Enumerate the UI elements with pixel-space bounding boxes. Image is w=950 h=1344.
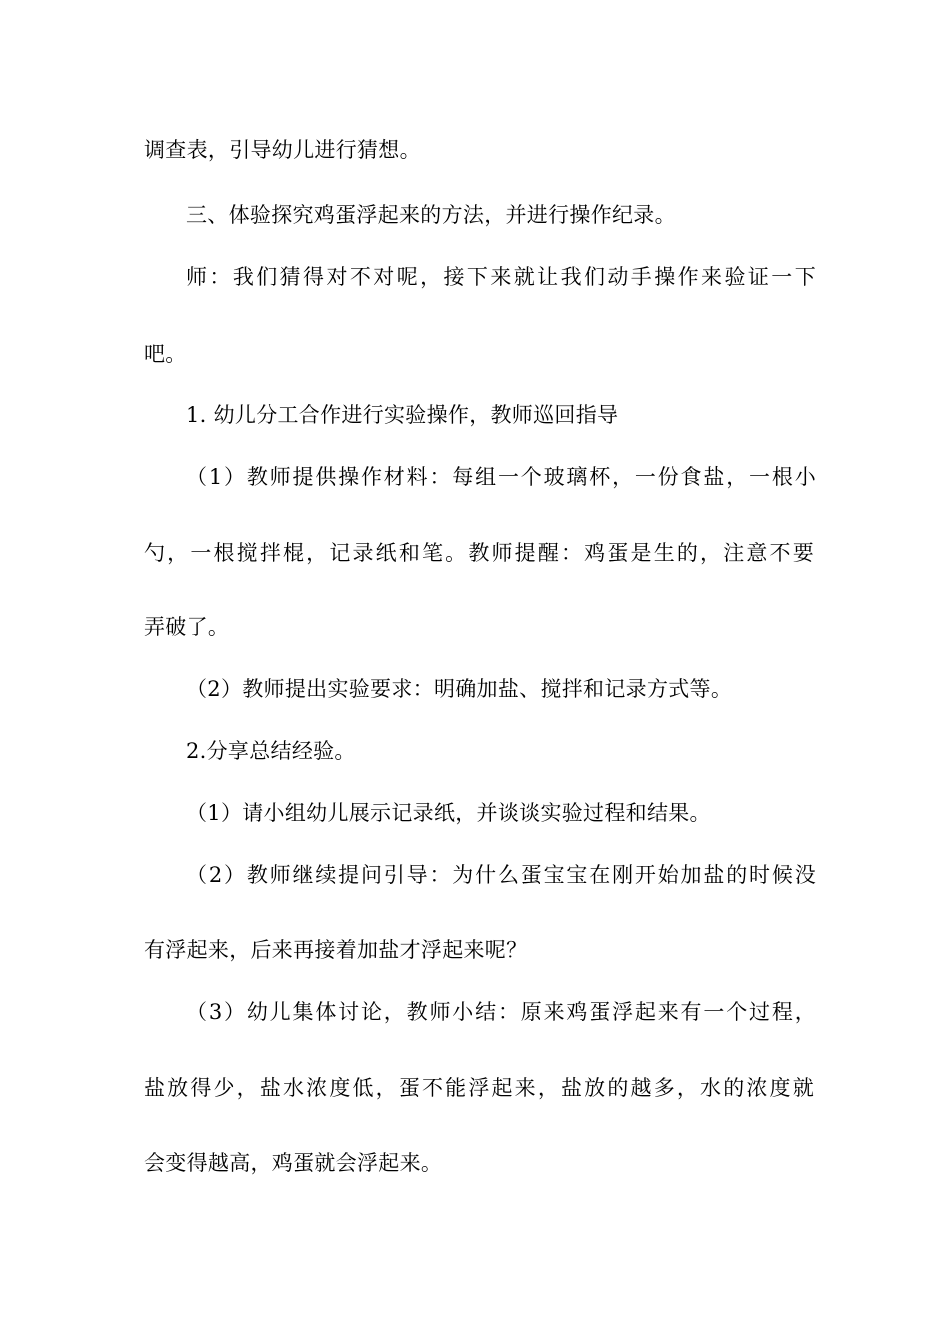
step-2-item-2-end: 有浮起来，后来再接着加盐才浮起来呢？ bbox=[144, 938, 528, 962]
step-1-item-1: （1）教师提供操作材料：每组一个玻璃杯，一份食盐，一根小 bbox=[186, 465, 816, 489]
step-2-item-3-cont: 盐放得少，盐水浓度低，蛋不能浮起来，盐放的越多，水的浓度就 bbox=[144, 1076, 814, 1100]
teacher-line: 师：我们猜得对不对呢，接下来就让我们动手操作来验证一下 bbox=[186, 265, 816, 289]
step-2-item-1: （1）请小组幼儿展示记录纸，并谈谈实验过程和结果。 bbox=[186, 801, 711, 825]
teacher-line-end: 吧。 bbox=[144, 342, 187, 366]
step-1-item-1-end: 弄破了。 bbox=[144, 615, 230, 639]
step-1-item-2: （2）教师提出实验要求：明确加盐、搅拌和记录方式等。 bbox=[186, 677, 733, 701]
step-1-item-1-cont: 勺，一根搅拌棍，记录纸和笔。教师提醒：鸡蛋是生的，注意不要 bbox=[144, 541, 814, 565]
step-2-heading: 2.分享总结经验。 bbox=[186, 739, 356, 763]
step-2-item-3-end: 会变得越高，鸡蛋就会浮起来。 bbox=[144, 1151, 443, 1175]
paragraph-continuation-survey: 调查表，引导幼儿进行猜想。 bbox=[144, 138, 421, 162]
step-2-item-2: （2）教师继续提问引导：为什么蛋宝宝在刚开始加盐的时候没 bbox=[186, 863, 816, 887]
step-2-item-3: （3）幼儿集体讨论，教师小结：原来鸡蛋浮起来有一个过程， bbox=[186, 1000, 816, 1024]
section-heading-3: 三、体验探究鸡蛋浮起来的方法，并进行操作纪录。 bbox=[186, 203, 676, 227]
step-1-heading: 1. 幼儿分工合作进行实验操作，教师巡回指导 bbox=[186, 403, 619, 427]
